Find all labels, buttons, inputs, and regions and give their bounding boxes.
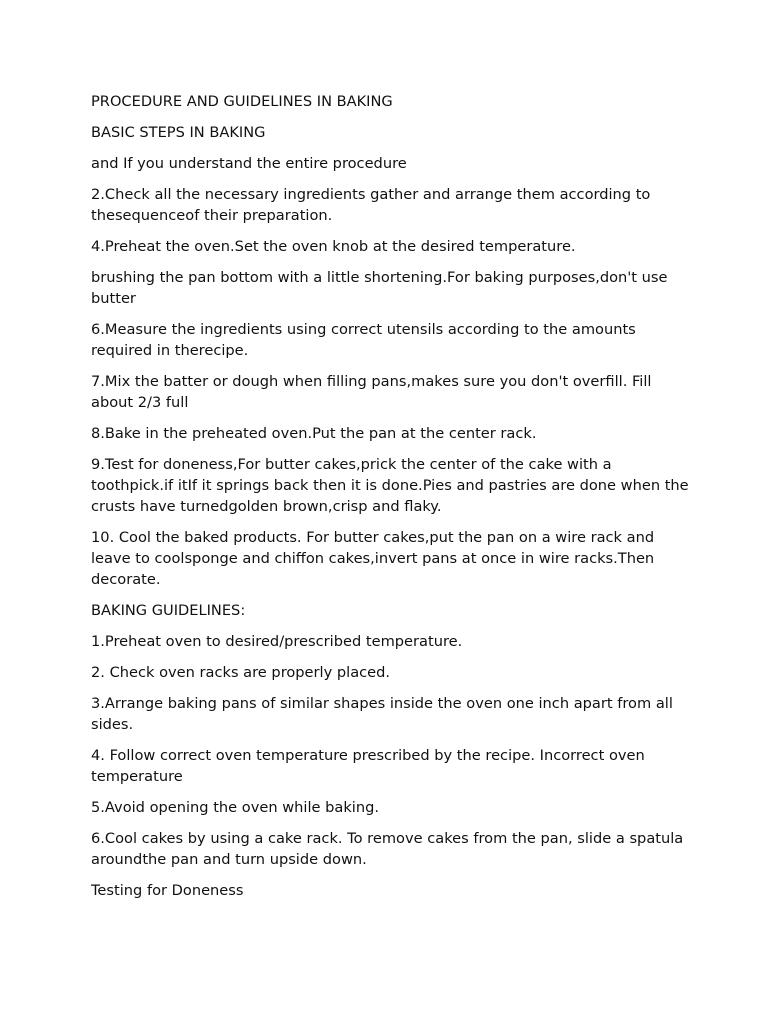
- paragraph: brushing the pan bottom with a little shortening.For baking purposes,don't use butter: [91, 269, 668, 307]
- step-item: 2.Check all the necessary ingredients gather and arrange them according to thesequenceof their preparation.: [91, 186, 651, 224]
- document-body: [91, 91, 691, 911]
- step-item: 4.Preheat the oven.Set the oven knob at the desired temperature.: [91, 238, 576, 255]
- guideline-item: 6.Cool cakes by using a cake rack. To remove cakes from the pan, slide a spatula aroundthe pan and turn upside down.: [91, 830, 684, 868]
- document-title: PROCEDURE AND GUIDELINES IN BAKING: [91, 93, 393, 110]
- step-item: 7.Mix the batter or dough when filling pans,makes sure you don't overfill. Fill about 2/3 full: [91, 373, 652, 411]
- guideline-item: 3.Arrange baking pans of similar shapes inside the oven one inch apart from all sides.: [91, 695, 673, 733]
- step-item: 10. Cool the baked products. For butter cakes,put the pan on a wire rack and leave to coolsponge and chiffon cakes,invert pans at once in wire racks.Then decorate.: [91, 529, 655, 588]
- step-item: 6.Measure the ingredients using correct utensils according to the amounts required in therecipe.: [91, 321, 636, 359]
- section-heading-testing-doneness: Testing for Doneness: [91, 882, 244, 899]
- paragraph: and If you understand the entire procedure: [91, 155, 407, 172]
- step-item: 8.Bake in the preheated oven.Put the pan at the center rack.: [91, 425, 537, 442]
- guideline-item: 5.Avoid opening the oven while baking.: [91, 799, 379, 816]
- step-item: 9.Test for doneness,For butter cakes,prick the center of the cake with a toothpick.if itIf it springs back then it is done.Pies and pastries are done when the crusts have turnedgolden brown,crisp and flaky.: [91, 456, 689, 515]
- guideline-item: 2. Check oven racks are properly placed.: [91, 664, 391, 681]
- guideline-item: 4. Follow correct oven temperature prescribed by the recipe. Incorrect oven temperature: [91, 747, 645, 785]
- guideline-item: 1.Preheat oven to desired/prescribed temperature.: [91, 633, 463, 650]
- section-heading-baking-guidelines: BAKING GUIDELINES:: [91, 602, 246, 619]
- section-heading-basic-steps: BASIC STEPS IN BAKING: [91, 124, 266, 141]
